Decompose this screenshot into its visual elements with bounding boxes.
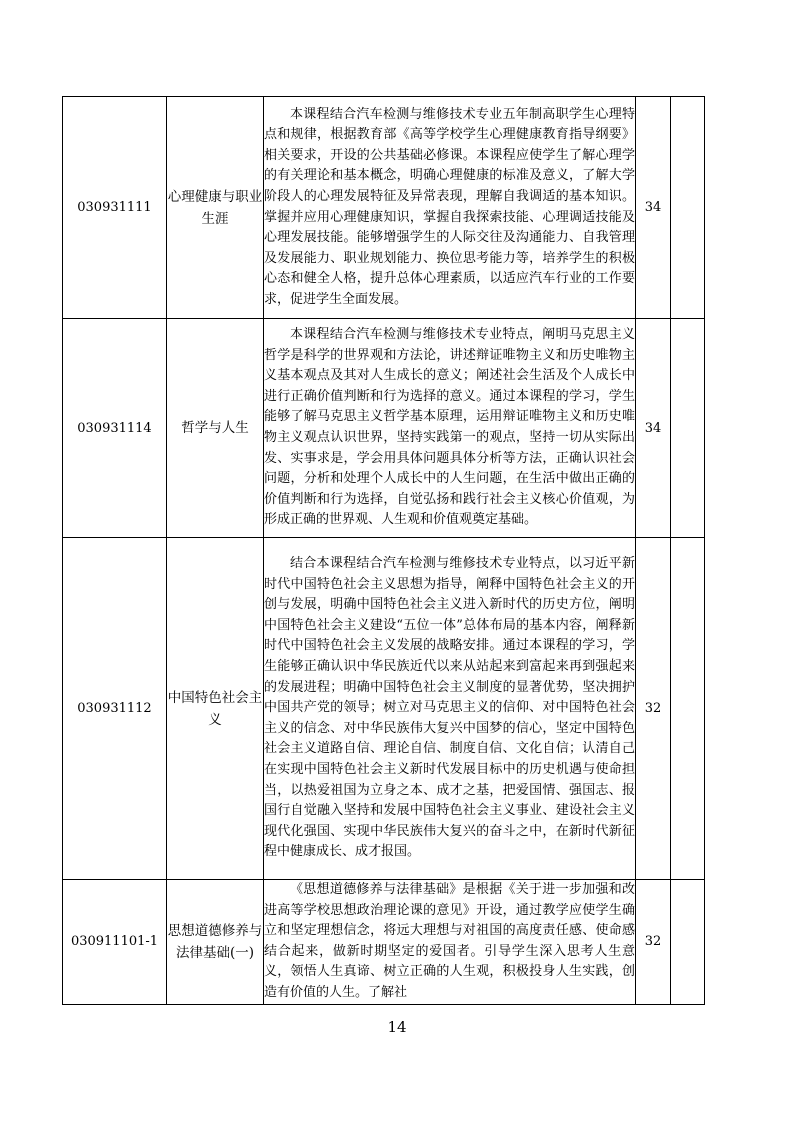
course-description: 《思想道德修养与法律基础》是根据《关于进一步加强和改进高等学校思想政治理论课的意见》开设，通过教学应使学生确立和坚定理想信念，将远大理想与对祖国的高度责任感、使命感结合起来，做新时期坚定的爱国者。引导学生深入思考人生意义，领悟人生真谛、树立正确的人生观，积极投身人生实践，创造有价值的人生。了解社 [264, 880, 636, 1005]
course-description: 本课程结合汽车检测与维修技术专业特点，阐明马克思主义哲学是科学的世界观和方法论，讲述辩证唯物主义和历史唯物主义基本观点及其对人生成长的意义；阐述社会生活及个人成长中进行正确价值判断和行为选择的意义。通过本课程的学习，学生能够了解马克思主义哲学基本原理，运用辩证唯物主义和历史唯物主义观点认识世界，坚持实践第一的观点，坚持一切从实际出发、实事求是，学会用具体问题具体分析等方法，正确认识社会问题，分析和处理个人成长中的人生问题，在生活中做出正确的价值判断和行为选择，自觉弘扬和践行社会主义核心价值观，为形成正确的世界观、人生观和价值观奠定基础。 [264, 319, 636, 538]
course-extra [671, 880, 705, 1005]
course-hours: 32 [636, 538, 671, 880]
course-code: 030931112 [63, 538, 167, 880]
course-hours: 34 [636, 97, 671, 319]
course-code: 030931111 [63, 97, 167, 319]
course-hours: 34 [636, 319, 671, 538]
course-hours: 32 [636, 880, 671, 1005]
course-table [62, 96, 705, 1005]
table-row [63, 319, 705, 538]
course-name: 哲学与人生 [167, 319, 264, 538]
course-code: 030911101-1 [63, 880, 167, 1005]
course-code: 030931114 [63, 319, 167, 538]
course-name: 心理健康与职业生涯 [167, 97, 264, 319]
course-name: 中国特色社会主义 [167, 538, 264, 880]
table-row [63, 97, 705, 319]
course-description: 结合本课程结合汽车检测与维修技术专业特点，以习近平新时代中国特色社会主义思想为指导，阐释中国特色社会主义的开创与发展，明确中国特色社会主义进入新时代的历史方位，阐明中国特色社会主义建设“五位一体”总体布局的基本内容，阐释新时代中国特色社会主义发展的战略安排。通过本课程的学习，学生能够正确认识中华民族近代以来从站起来到富起来再到强起来的发展进程；明确中国特色社会主义制度的显著优势，坚决拥护中国共产党的领导；树立对马克思主义的信仰、对中国特色社会主义的信念、对中华民族伟大复兴中国梦的信心，坚定中国特色社会主义道路自信、理论自信、制度自信、文化自信；认清自己在实现中国特色社会主义新时代发展目标中的历史机遇与使命担当，以热爱祖国为立身之本、成才之基，把爱国情、强国志、报国行自觉融入坚持和发展中国特色社会主义事业、建设社会主义现代化强国、实现中华民族伟大复兴的奋斗之中，在新时代新征程中健康成长、成才报国。 [264, 538, 636, 880]
course-description: 本课程结合汽车检测与维修技术专业五年制高职学生心理特点和规律，根据教育部《高等学校学生心理健康教育指导纲要》相关要求，开设的公共基础必修课。本课程应使学生了解心理学的有关理论和基本概念，明确心理健康的标准及意义，了解大学阶段人的心理发展特征及异常表现，理解自我调适的基本知识。掌握并应用心理健康知识，掌握自我探索技能、心理调适技能及心理发展技能。能够增强学生的人际交往及沟通能力、自我管理及发展能力、职业规划能力、换位思考能力等，培养学生的积极心态和健全人格，提升总体心理素质，以适应汽车行业的工作要求，促进学生全面发展。 [264, 97, 636, 319]
table-row [63, 880, 705, 1005]
course-extra [671, 319, 705, 538]
course-extra [671, 97, 705, 319]
course-extra [671, 538, 705, 880]
page-number: 14 [387, 1018, 407, 1036]
course-name: 思想道德修养与法律基础(一) [167, 880, 264, 1005]
table-row [63, 538, 705, 880]
